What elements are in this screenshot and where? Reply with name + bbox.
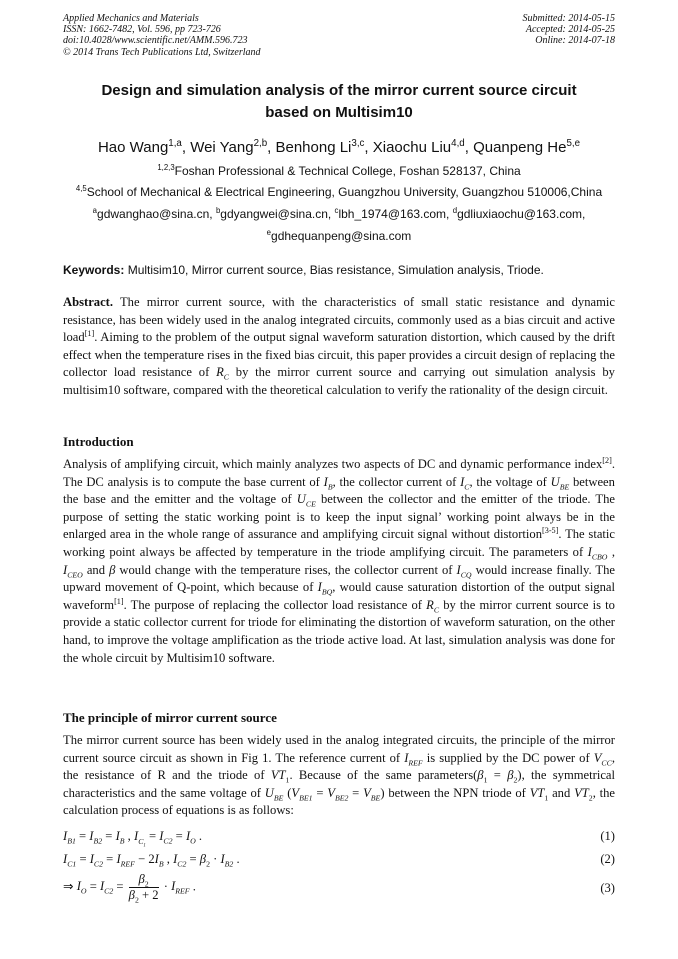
keywords-text: Multisim10, Mirror current source, Bias resistance, Simulation analysis, Triode. xyxy=(127,263,544,277)
submitted-date: Submitted: 2014-05-15 xyxy=(522,13,615,24)
accepted-date: Accepted: 2014-05-25 xyxy=(525,24,615,36)
email-link[interactable]: gdwanghao@sina.cn xyxy=(97,207,210,221)
author: Wei Yang xyxy=(190,139,254,156)
author: Hao Wang xyxy=(97,139,169,156)
author-list: Hao Wang$^{1,a}$, Wei Yang$^{2,b}$, Benhong Li$^{3,c}$, Xiaochu Liu$^{4,d}$, Quanpeng He$^{5,e}$ xyxy=(97,138,581,156)
equation-number: (3) xyxy=(600,881,615,895)
copyright-line: © 2014 Trans Tech Publications Ltd, Switzerland xyxy=(63,46,261,58)
section-heading-introduction: Introduction xyxy=(63,434,134,449)
journal-name: Applied Mechanics and Materials xyxy=(63,13,199,24)
citation[interactable]: [2] xyxy=(602,455,612,465)
equation-number: (1) xyxy=(600,829,615,843)
author: Quanpeng He xyxy=(473,139,567,156)
paper-title: Design and simulation analysis of the mirror current source circuit based on Multisim10 xyxy=(101,82,577,121)
principle-paragraph: The mirror current source has been widely used in the analog integrated circuits, the principle of the mirror current source circuit as shown in Fig 1. The reference current of $I_{REF}$ is supplied by the DC power of $V_{CC}$, the resistance of R and the triode of $VT_1$. Because of the same $parameters(\beta_1 = \beta_2)$, the symmetrical characteristics and the same voltage of $U_{BE}$ $(V_{BE1} = V_{BE2} = V_{BE})$ between the NPN triode of $VT_1$ and $VT_2$, the calculation process of equations is as follows: xyxy=(63,733,616,818)
abstract-label: Abstract. xyxy=(63,295,114,309)
email-list: $^a$gdwanghao@sina.cn, $^b$gdyangwei@sina.cn, $^c$lbh_1974@163.com, $^d$gdliuxiaochu@163.com, xyxy=(92,206,586,221)
author: Benhong Li xyxy=(275,139,352,156)
keywords-label: Keywords: xyxy=(63,263,125,277)
citation[interactable]: [1] xyxy=(84,329,95,338)
equation-3: ⇒ $I_O = I_{C2}$ = $\frac{\beta_2}{\beta_2 + 2}$ · $I_{REF}$ . (3) xyxy=(63,872,615,905)
online-date: Online: 2014-07-18 xyxy=(535,35,615,47)
doi-line: doi:10.4028/www.scientific.net/AMM.596.723 xyxy=(63,35,248,47)
email-list-2: $^e$gdhequanpeng@sina.com xyxy=(266,228,412,243)
affiliation-1: $^{1,2,3}$Foshan Professional & Technical College, Foshan 528137, China xyxy=(157,163,521,178)
equation-2: $I_{C1} = I_{C2} = I_{REF} - 2I_B$ , $I_{C2} = \beta_2 \cdot I_{B2}$ . (2) xyxy=(63,852,615,869)
citation[interactable]: [1] xyxy=(114,596,124,606)
section-heading-principle: The principle of mirror current source xyxy=(63,710,277,725)
journal-header-left xyxy=(63,13,261,58)
email-link[interactable]: lbh_1974@163.com xyxy=(338,207,447,221)
affiliation-2: $^{4,5}$School of Mechanical & Electrical Engineering, Guangzhou University, Guangzhou 510006,China xyxy=(75,184,603,199)
email-link[interactable]: gdyangwei@sina.cn xyxy=(220,207,328,221)
email-link[interactable]: gdhequanpeng@sina.com xyxy=(271,229,412,243)
equation-number: (2) xyxy=(600,852,615,866)
author: Xiaochu Liu xyxy=(372,139,452,156)
issn-line: ISSN: 1662-7482, Vol. 596, pp 723-726 xyxy=(63,24,221,36)
journal-header-right xyxy=(523,13,616,47)
equation-1: $I_{B1} = I_{B2} = I_B$ , $I_{C_1} = I_{C2} = I_O$ . (1) xyxy=(63,829,615,849)
email-link[interactable]: gdliuxiaochu@163.com xyxy=(457,207,582,221)
fraction: $\frac{\beta_2}{\beta_2 + 2}$ xyxy=(128,872,159,905)
intro-paragraph: Analysis of amplifying circuit, which mainly analyzes two aspects of DC and dynamic performance index[2]. The DC analysis is to compute the base current of $I_B$, the collector current of $I_C$, the voltage of $U_{BE}$ between the base and the emitter and the voltage of $U_{CE}$ between the collector and the emitter of the triode. The purpose of setting the static working point is to keep the input signal’ working point always be in the enlarged area in the whole range of assurance and amplifying circuit signal without distortion[3-5]. The static working point always be affected by temperature in the triode amplifying circuit. The parameters of $I_{CBO}$ , $I_{CEO}$ and β would change with the temperature rises, the collector current of $I_{CQ}$ would increase finally. The upward movement of Q-point, which because of $I_{BQ}$, would cause saturation distortion of the output signal waveform[1]. The purpose of replacing the collector load resistance of $R_C$ by the mirror current source is to provide a static collector current for triode for eliminating the distortion of waveform saturation, on the other hand, to improve the voltage amplification as the triode active load. At last, simulation analysis was done for the whole circuit by Multisim10 software. xyxy=(63,455,616,665)
citation[interactable]: [3-5] xyxy=(542,526,559,536)
abstract: Abstract. The mirror current source, with the characteristics of small static resistance and dynamic resistance, has been widely used in the analog integrated circuits, commonly used as a bias circuit and active load[1]. Aiming to the problem of the output signal waveform saturation distortion, which caused by the drift effect when the temperature rises in the fixed bias circuit, this paper provides a circuit design of replacing the collector load resistance of $R_C$ by the mirror current source and carrying out simulation analysis by multisim10 software, compared with the theoretical calculation to verify the rationality of the design circuit. xyxy=(63,295,616,397)
keywords xyxy=(63,263,544,277)
